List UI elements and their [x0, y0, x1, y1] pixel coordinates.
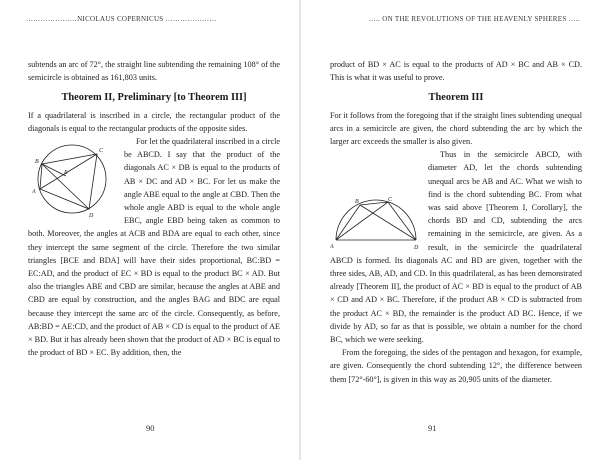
right-running-head: ….. ON THE REVOLUTIONS OF THE HEAVENLY SPHERES ….. [368, 15, 580, 23]
left-text-block [28, 58, 280, 359]
right-page-number: 91 [428, 423, 437, 433]
label-a: A [32, 189, 36, 196]
right-paragraph-1 [330, 148, 582, 346]
left-heading: Theorem II, Preliminary [to Theorem III] [61, 92, 247, 104]
label-a: A [330, 244, 334, 251]
right-intro-paragraph: product of BD × AC is equal to the products of AD × BC and AB × CD. This is what it was useful to prove. [330, 60, 582, 83]
label-b: B [355, 199, 359, 206]
circle-quadrilateral-figure [28, 137, 116, 219]
left-intro-paragraph: subtends an arc of 72°, the straight line subtending the remaining 108° of the semicircle is obtained as 161,803 units. [28, 60, 280, 83]
left-page [8, 0, 290, 460]
gutter [299, 0, 301, 460]
right-paragraph-2: From the foregoing, the sides of the pentagon and hexagon, for example, are given. Consequently the chord subtending 12°, the difference between them [72°-60°], is given in this way as 20,905 units of the diameter. [330, 348, 582, 384]
label-e: E [64, 170, 68, 177]
chord-bd [360, 205, 416, 240]
right-text-block [330, 58, 582, 386]
right-paragraph-1-text: Thus in the semicircle ABCD, with diameter AD, let the chords subtending unequal arcs be AB and AC. What we wish to find is the chord subtending BC. From what was said above [Theorem I, Corollary], the chords BD and CD, subtending the arcs remaining in the semicircle, are given. As a result, in the semicircle the quadrilateral ABCD is formed. Its diagonals AC and BD are given, together with the three sides, AB, AD, and CD. In this quadrilateral, as has been demonstrated already [Theorem II], the product of AC × BD is equal to the product of AB × CD and AD × BC. Therefore, if the product AB × CD is subtracted from the product AC × BD, the remainder is the product AD BC. Hence, if we divide by AD, so far as that is possible, we obtain a number for the chord BC, which we were seeking. [330, 150, 582, 345]
right-heading: Theorem III [428, 92, 484, 104]
segment-be [42, 164, 66, 176]
left-page-number: 90 [146, 423, 155, 433]
label-c: C [388, 197, 393, 204]
left-statement: If a quadrilateral is inscribed in a circle, the rectangular product of the diagonals is equal to the rectangular products of the opposite sides. [28, 110, 280, 133]
right-page [310, 0, 592, 460]
right-statement: For it follows from the foregoing that if the straight lines subtending unequal arcs in a semicircle are given, the chord subtending the arc by which the larger arc exceeds the smaller is also given. [330, 110, 582, 147]
label-d: D [414, 245, 419, 252]
chord-ac [336, 202, 388, 240]
label-c: C [99, 148, 104, 155]
label-d: D [89, 213, 94, 220]
semicircle-figure [330, 196, 420, 252]
chords [336, 202, 416, 240]
quadrilateral [40, 154, 97, 209]
semicircle-arc [336, 200, 416, 240]
left-body-paragraph: For let the quadrilateral inscribed in a circle be ABCD. I say that the product of the diagonals AC × DB is equal to the products of AB × DC and AD × BC. For let us make the angle ABE equal to the angle at CBD. Then the whole angle ABD is equal to the whole angle EBC, angle EBD being taken as common to both. Moreover, the angles at ACB and BDA are equal to each other, since they intercept the same segment of the circle. Therefore the two similar triangles [BCE and BDA] will have their sides proportional, BC:BD = EC:AD, and the product of EC × BD is equal to the product BC × AD. But also the triangles ABE and CBD are similar, because the angles at ABE and CBD are equal by construction, and the angles BAG and BDC are equal because they intercept the same arc of the circle. Consequently, as before, AB:BD = AE:CD, and the product of AB × CD is equal to the product of AE × BD. But it has already been shown that the product of AD × BC is equal to the product of BD × EC. By addition, then, the [28, 137, 280, 358]
left-running-head: …………………NICOLAUS COPERNICUS ………………… [26, 15, 217, 23]
label-b: B [35, 159, 39, 166]
